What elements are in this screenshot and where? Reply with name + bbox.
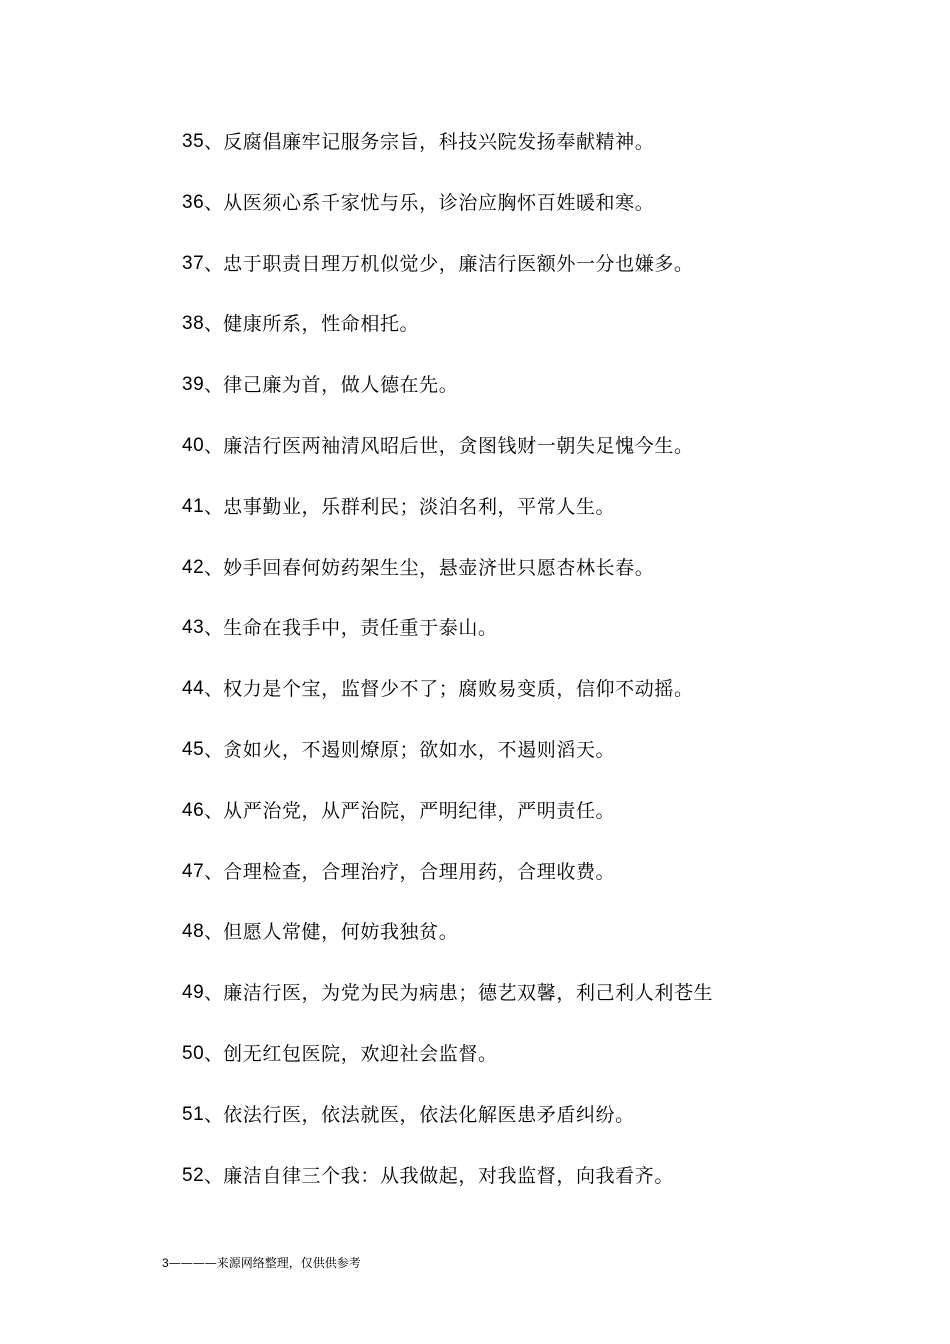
list-item [182, 610, 922, 671]
item-number: 51 [182, 1103, 205, 1125]
item-separator: 、 [204, 738, 224, 761]
item-separator: 、 [204, 921, 224, 944]
item-number: 49 [182, 982, 205, 1004]
item-number: 35 [182, 131, 205, 152]
item-number: 47 [182, 860, 205, 882]
list-item [182, 489, 922, 550]
item-number: 40 [182, 434, 205, 456]
item-text: 忠事勤业，乐群利民；淡泊名利，平常人生。 [223, 495, 616, 518]
item-separator: 、 [204, 1042, 224, 1065]
list-item [182, 306, 922, 367]
list-item [182, 1097, 922, 1158]
list-item [182, 975, 922, 1036]
item-number: 41 [182, 495, 205, 517]
item-number: 52 [182, 1164, 205, 1186]
item-text: 权力是个宝，监督少不了；腐败易变质，信仰不动摇。 [223, 678, 694, 701]
item-text: 廉洁行医两袖清风昭后世，贪图钱财一朝失足愧今生。 [223, 434, 694, 457]
item-text: 妙手回春何妨药架生尘，悬壶济世只愿杏林长春。 [223, 556, 655, 579]
item-text: 从医须心系千家忧与乐，诊治应胸怀百姓暖和寒。 [223, 191, 655, 214]
item-number: 45 [182, 738, 205, 760]
item-separator: 、 [204, 374, 224, 397]
list-item [182, 1158, 922, 1219]
page-number: 3 [162, 1256, 169, 1270]
list-item [182, 550, 922, 611]
footer-text: ————来源网络整理，仅供供参考 [168, 1256, 361, 1270]
item-separator: 、 [204, 495, 224, 518]
list-item [182, 854, 922, 915]
item-separator: 、 [204, 131, 224, 153]
item-text: 忠于职责日理万机似觉少，廉洁行医额外一分也嫌多。 [223, 252, 694, 275]
item-separator: 、 [204, 313, 224, 336]
item-number: 38 [182, 313, 205, 335]
item-text: 但愿人常健，何妨我独贫。 [223, 921, 459, 944]
item-text: 依法行医，依法就医，依法化解医患矛盾纠纷。 [223, 1103, 635, 1126]
item-text: 健康所系，性命相托。 [223, 313, 420, 336]
item-text: 律己廉为首，做人德在先。 [223, 374, 459, 397]
item-number: 46 [182, 799, 205, 821]
item-text: 从严治党，从严治院，严明纪律，严明责任。 [223, 799, 616, 822]
list-item [182, 1036, 922, 1097]
item-text: 贪如火，不遏则燎原；欲如水，不遏则滔天。 [223, 738, 616, 761]
item-text: 生命在我手中，责任重于泰山。 [223, 617, 498, 640]
list-item [182, 124, 922, 185]
page-footer [162, 1255, 361, 1271]
item-separator: 、 [204, 799, 224, 822]
item-separator: 、 [204, 191, 224, 214]
item-separator: 、 [204, 434, 224, 457]
list-item [182, 367, 922, 428]
slogan-list [182, 124, 922, 1218]
item-separator: 、 [204, 678, 224, 701]
item-number: 44 [182, 678, 205, 700]
item-text: 廉洁自律三个我：从我做起，对我监督，向我看齐。 [223, 1164, 674, 1187]
list-item [182, 732, 922, 793]
item-separator: 、 [204, 1164, 224, 1187]
item-number: 50 [182, 1042, 205, 1064]
list-item [182, 793, 922, 854]
item-separator: 、 [204, 252, 224, 275]
item-text: 合理检查，合理治疗，合理用药，合理收费。 [223, 860, 616, 883]
list-item [182, 185, 922, 246]
item-number: 42 [182, 556, 205, 578]
list-item [182, 246, 922, 307]
item-separator: 、 [204, 556, 224, 579]
item-text: 创无红包医院，欢迎社会监督。 [223, 1042, 498, 1065]
item-text: 廉洁行医，为党为民为病患；德艺双馨，利己利人利苍生 [223, 982, 714, 1005]
item-separator: 、 [204, 617, 224, 640]
list-item [182, 671, 922, 732]
item-number: 48 [182, 921, 205, 943]
item-number: 37 [182, 252, 205, 274]
item-separator: 、 [204, 1103, 224, 1126]
item-number: 43 [182, 617, 205, 639]
item-separator: 、 [204, 982, 224, 1005]
item-number: 39 [182, 374, 205, 396]
list-item [182, 914, 922, 975]
item-text: 反腐倡廉牢记服务宗旨，科技兴院发扬奉献精神。 [223, 131, 655, 153]
list-item [182, 428, 922, 489]
item-number: 36 [182, 191, 205, 213]
item-separator: 、 [204, 860, 224, 883]
